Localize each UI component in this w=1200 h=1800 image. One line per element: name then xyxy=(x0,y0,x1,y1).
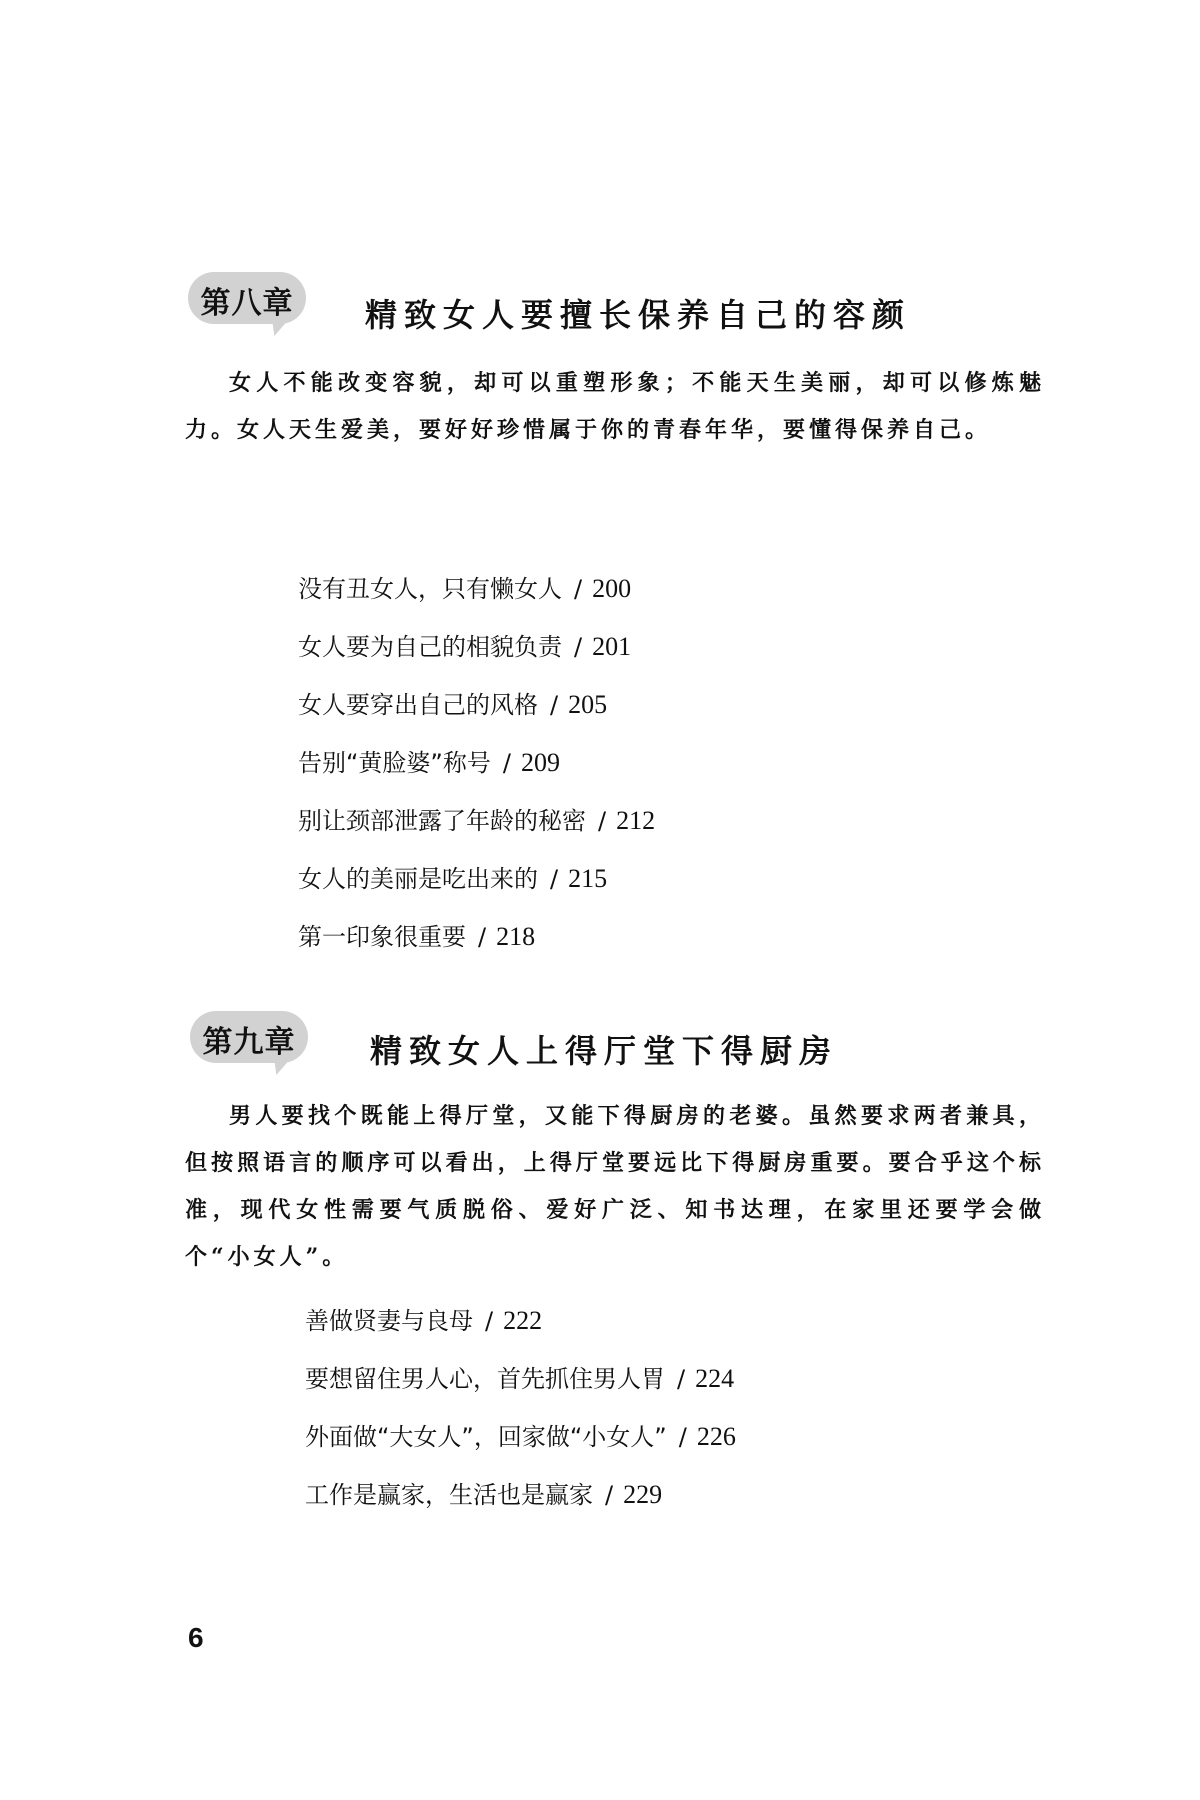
toc-separator: / xyxy=(605,1481,614,1509)
toc-separator: / xyxy=(598,807,607,835)
toc-entry[interactable] xyxy=(305,1350,736,1408)
toc-separator: / xyxy=(478,923,487,951)
toc-separator: / xyxy=(550,865,559,893)
chapter-9-toc xyxy=(305,1292,736,1524)
toc-separator: / xyxy=(677,1365,686,1393)
page-number: 6 xyxy=(188,1622,204,1653)
toc-entry-title: 善做贤妻与良母 xyxy=(305,1307,473,1335)
toc-entry-title: 女人的美丽是吃出来的 xyxy=(298,865,538,893)
toc-page-number: 215 xyxy=(568,864,608,893)
toc-page-number: 224 xyxy=(695,1364,735,1393)
toc-separator: / xyxy=(485,1307,494,1335)
chapter-8-badge-label: 第八章 xyxy=(200,286,294,321)
toc-entry[interactable] xyxy=(298,908,655,966)
chapter-8-toc xyxy=(298,560,655,966)
toc-entry-title: 外面做“大女人”，回家做“小女人” xyxy=(305,1423,667,1451)
toc-entry[interactable] xyxy=(305,1292,736,1350)
chapter-8-badge xyxy=(188,272,306,334)
toc-page-number: 212 xyxy=(616,806,656,835)
chapter-8-intro: 女人不能改变容貌，却可以重塑形象；不能天生美丽，却可以修炼魅力。女人天生爱美，要好好珍惜属于你的青春年华，要懂得保养自己。 xyxy=(185,370,1045,443)
toc-page-number: 218 xyxy=(496,922,536,951)
toc-separator: / xyxy=(502,749,511,777)
toc-separator: / xyxy=(574,575,583,603)
toc-entry[interactable] xyxy=(305,1408,736,1466)
toc-entry-title: 女人要为自己的相貌负责 xyxy=(298,633,562,661)
toc-page-number: 205 xyxy=(568,690,608,719)
chapter-9-title: 精致女人上得厅堂下得厨房 xyxy=(370,1032,839,1070)
toc-entry-title: 别让颈部泄露了年龄的秘密 xyxy=(298,807,586,835)
toc-page-number: 209 xyxy=(520,748,560,777)
toc-separator: / xyxy=(678,1423,687,1451)
toc-entry-title: 要想留住男人心，首先抓住男人胃 xyxy=(305,1365,665,1393)
toc-entry[interactable] xyxy=(298,850,655,908)
toc-entry[interactable] xyxy=(298,676,655,734)
toc-entry[interactable] xyxy=(298,560,655,618)
toc-page-number: 226 xyxy=(696,1422,736,1451)
toc-page-number: 201 xyxy=(592,632,632,661)
toc-page-number: 200 xyxy=(592,574,632,603)
chapter-9-badge-label: 第九章 xyxy=(202,1025,296,1060)
toc-entry[interactable] xyxy=(298,792,655,850)
chapter-8-title: 精致女人要擅长保养自己的容颜 xyxy=(365,296,912,334)
toc-entry-title: 第一印象很重要 xyxy=(298,923,466,951)
toc-entry[interactable] xyxy=(298,734,655,792)
toc-separator: / xyxy=(574,633,583,661)
toc-entry-title: 没有丑女人，只有懒女人 xyxy=(298,575,562,603)
chapter-9-badge xyxy=(190,1011,308,1073)
toc-entry[interactable] xyxy=(298,618,655,676)
toc-page-number: 229 xyxy=(623,1480,663,1509)
toc-entry[interactable] xyxy=(305,1466,736,1524)
toc-separator: / xyxy=(550,691,559,719)
chapter-9-intro: 男人要找个既能上得厅堂，又能下得厨房的老婆。虽然要求两者兼具，但按照语言的顺序可以看出，上得厅堂要远比下得厨房重要。要合乎这个标准，现代女性需要气质脱俗、爱好广泛、知书达理，在家里还要学会做个“小女人”。 xyxy=(185,1103,1045,1270)
toc-entry-title: 工作是赢家，生活也是赢家 xyxy=(305,1481,593,1509)
toc-entry-title: 女人要穿出自己的风格 xyxy=(298,691,538,719)
toc-page-number: 222 xyxy=(503,1306,543,1335)
toc-entry-title: 告别“黄脸婆”称号 xyxy=(298,749,491,777)
